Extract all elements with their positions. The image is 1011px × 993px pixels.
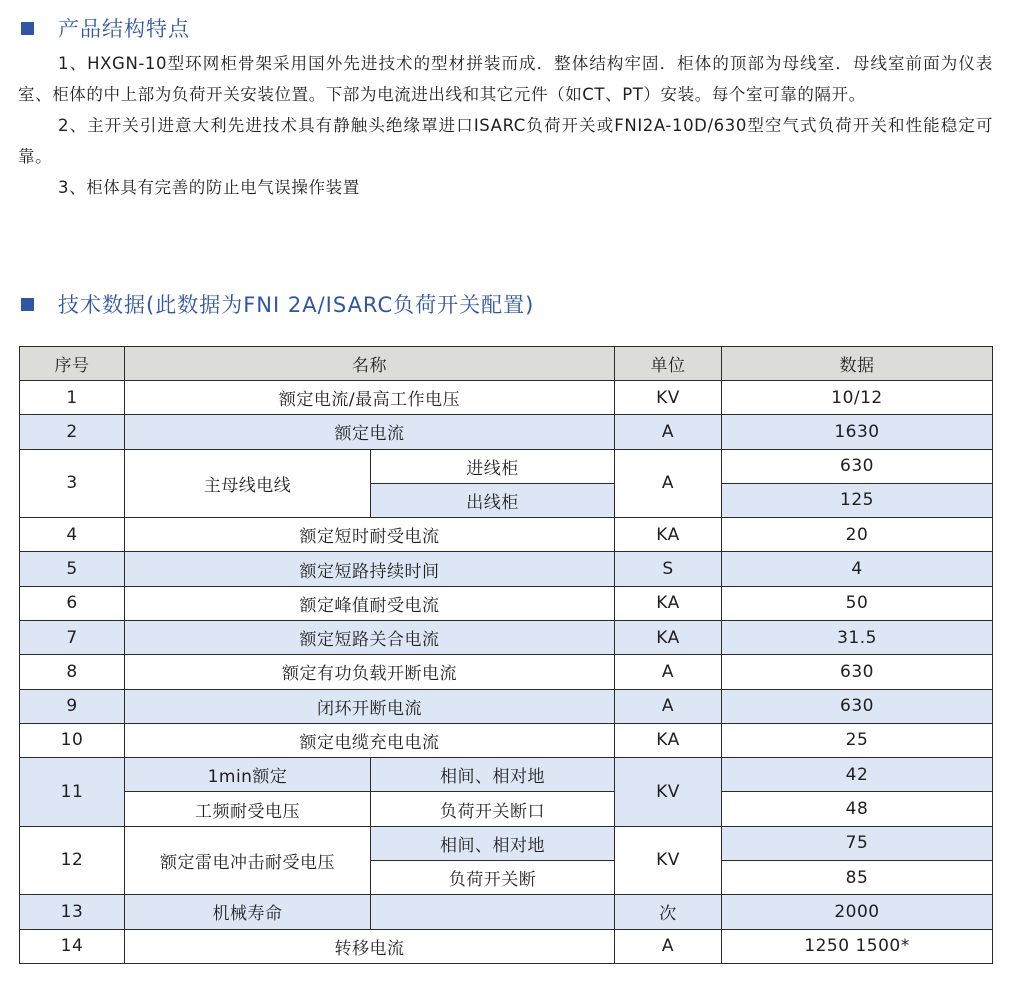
- cell-no: 4: [20, 518, 125, 552]
- paragraph: 3、柜体具有完善的防止电气误操作装置: [58, 178, 360, 197]
- cell-value: 42: [722, 758, 993, 792]
- cell-value: 25: [722, 723, 993, 757]
- cell-no: 14: [20, 929, 125, 964]
- cell-value: 48: [722, 792, 993, 826]
- cell-name: 额定短路持续时间: [125, 552, 615, 586]
- cell-unit: A: [615, 929, 722, 964]
- cell-unit: A: [615, 415, 722, 449]
- section-title: 技术数据(此数据为FNI 2A/ISARC负荷开关配置): [58, 293, 535, 317]
- cell-name: 额定电流/最高工作电压: [125, 381, 615, 415]
- cell-no: 3: [20, 449, 125, 518]
- paragraph: 2、主开关引进意大利先进技术具有静触头绝缘罩进口ISARC负荷开关或FNI2A-10D/630型空气式负荷开关和性能稳定可靠。: [18, 116, 993, 166]
- cell-value: 85: [722, 860, 993, 894]
- table-row: [20, 518, 993, 552]
- cell-name: 1min额定: [125, 758, 371, 792]
- cell-name: 额定雷电冲击耐受电压: [125, 826, 371, 895]
- cell-no: 13: [20, 895, 125, 929]
- section-heading-structure: [21, 13, 190, 43]
- cell-no: 5: [20, 552, 125, 586]
- cell-sub: 出线柜: [371, 483, 615, 517]
- cell-unit: KA: [615, 620, 722, 654]
- cell-no: 2: [20, 415, 125, 449]
- tech-data-table: [19, 346, 993, 964]
- table-row: [20, 449, 993, 483]
- cell-sub: 进线柜: [371, 449, 615, 483]
- cell-value: 1630: [722, 415, 993, 449]
- square-bullet-icon: [21, 22, 34, 35]
- cell-sub: 相间、相对地: [371, 758, 615, 792]
- cell-sub: 相间、相对地: [371, 826, 615, 860]
- cell-value: 10/12: [722, 381, 993, 415]
- cell-name: 额定短时耐受电流: [125, 518, 615, 552]
- header-no: 序号: [20, 347, 125, 381]
- cell-unit: A: [615, 689, 722, 723]
- cell-value: 125: [722, 483, 993, 517]
- table-row: [20, 415, 993, 449]
- cell-sub: 负荷开关断口: [371, 792, 615, 826]
- cell-no: 9: [20, 689, 125, 723]
- cell-unit: KV: [615, 758, 722, 827]
- table-row: [20, 620, 993, 654]
- cell-no: 7: [20, 620, 125, 654]
- cell-value: 31.5: [722, 620, 993, 654]
- cell-unit: KA: [615, 723, 722, 757]
- header-value: 数据: [722, 347, 993, 381]
- cell-unit: A: [615, 449, 722, 518]
- table-header-row: [20, 347, 993, 381]
- cell-sub: [371, 895, 615, 929]
- table-row: [20, 895, 993, 929]
- header-name: 名称: [125, 347, 615, 381]
- cell-sub: 负荷开关断: [371, 860, 615, 894]
- cell-value: 1250 1500*: [722, 929, 993, 964]
- cell-no: 12: [20, 826, 125, 895]
- cell-value: 630: [722, 449, 993, 483]
- cell-name: 转移电流: [125, 929, 615, 964]
- table-row: [20, 792, 993, 826]
- section-title: 产品结构特点: [58, 17, 190, 41]
- cell-name: 额定峰值耐受电流: [125, 586, 615, 620]
- cell-unit: KA: [615, 518, 722, 552]
- cell-unit: KV: [615, 381, 722, 415]
- cell-unit: A: [615, 655, 722, 689]
- structure-description: [18, 48, 993, 203]
- table-row: [20, 689, 993, 723]
- square-bullet-icon: [21, 298, 34, 311]
- cell-no: 10: [20, 723, 125, 757]
- table-row: [20, 826, 993, 860]
- table-row: [20, 381, 993, 415]
- table-row: [20, 586, 993, 620]
- cell-name: 主母线电线: [125, 449, 371, 518]
- cell-no: 6: [20, 586, 125, 620]
- cell-name: 额定电流: [125, 415, 615, 449]
- table-row: [20, 929, 993, 964]
- table-row: [20, 655, 993, 689]
- cell-no: 11: [20, 758, 125, 827]
- cell-name: 额定有功负载开断电流: [125, 655, 615, 689]
- cell-name: 额定电缆充电电流: [125, 723, 615, 757]
- cell-value: 630: [722, 655, 993, 689]
- cell-value: 630: [722, 689, 993, 723]
- paragraph: 1、HXGN-10型环网柜骨架采用国外先进技术的型材拼装而成．整体结构牢固．柜体的顶部为母线室．母线室前面为仪表室、柜体的中上部为负荷开关安装位置。下部为电流进出线和其它元件（如CT、PT）安装。每个室可靠的隔开。: [18, 54, 993, 104]
- section-heading-tech-data: [21, 289, 534, 319]
- cell-value: 2000: [722, 895, 993, 929]
- cell-unit: KV: [615, 826, 722, 895]
- cell-no: 1: [20, 381, 125, 415]
- cell-value: 20: [722, 518, 993, 552]
- cell-unit: 次: [615, 895, 722, 929]
- cell-value: 75: [722, 826, 993, 860]
- table-row: [20, 758, 993, 792]
- cell-no: 8: [20, 655, 125, 689]
- cell-name: 额定短路关合电流: [125, 620, 615, 654]
- cell-name: 机械寿命: [125, 895, 371, 929]
- cell-name: 闭环开断电流: [125, 689, 615, 723]
- cell-name: 工频耐受电压: [125, 792, 371, 826]
- header-unit: 单位: [615, 347, 722, 381]
- cell-value: 50: [722, 586, 993, 620]
- table-row: [20, 552, 993, 586]
- cell-unit: KA: [615, 586, 722, 620]
- cell-value: 4: [722, 552, 993, 586]
- cell-unit: S: [615, 552, 722, 586]
- table-row: [20, 723, 993, 757]
